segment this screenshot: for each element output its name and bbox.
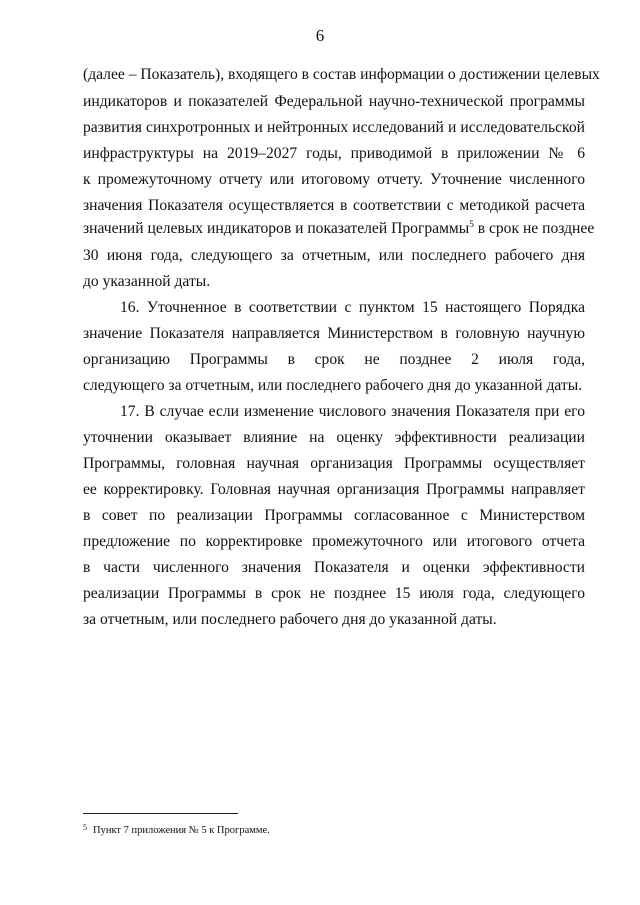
body-line: ее корректировку. Головная научная организация Программы направляет [83,481,585,498]
paragraph-16-first-line: 16. Уточненное в соответствии с пунктом 15 настоящего Порядка [120,299,585,316]
body-line: в части численного значения Показателя и оценки эффективности [83,559,585,576]
body-line: к промежуточному отчету или итоговому отчету. Уточнение численного [83,171,585,188]
body-line: 30 июня года, следующего за отчетным, или последнего рабочего дня [83,247,585,264]
body-line: следующего за отчетным, или последнего рабочего дня до указанной даты. [83,377,583,394]
body-line: организацию Программы в срок не позднее 2 июля года, [83,351,585,368]
footnote-mark: 5 [83,823,87,832]
body-line: значения Показателя осуществляется в соответствии с методикой расчета [83,197,585,214]
body-line: реализации Программы в срок не позднее 15 июля года, следующего [83,585,585,602]
body-line: уточнении оказывает влияние на оценку эффективности реализации [83,429,585,446]
body-line: значение Показателя направляется Министерством в головную научную [83,325,585,342]
body-line: (далее – Показатель), входящего в состав информации о достижении целевых [83,66,600,83]
body-line: предложение по корректировке промежуточного или итогового отчета [83,533,585,550]
body-text: в срок не позднее [477,220,595,237]
body-line: инфраструктуры на 2019–2027 годы, приводимой в приложении № 6 [83,145,585,162]
body-line: до указанной даты. [83,273,211,290]
footnote-separator [83,813,238,814]
body-line-with-footnote [83,219,595,238]
footnote-text: Пункт 7 приложения № 5 к Программе. [93,825,270,836]
body-line: в совет по реализации Программы согласованное с Министерством [83,507,585,524]
paragraph-17-first-line: 17. В случае если изменение числового значения Показателя при его [120,403,585,420]
body-line: развития синхротронных и нейтронных исследований и исследовательской [83,119,585,136]
body-line: Программы, головная научная организация Программы осуществляет [83,455,585,472]
footnote-reference: 5 [469,219,474,229]
page-number: 6 [315,26,325,45]
body-line: за отчетным, или последнего рабочего дня до указанной даты. [83,611,497,628]
body-line: индикаторов и показателей Федеральной научно-технической программы [83,93,585,110]
footnote [83,823,270,836]
body-text: значений целевых индикаторов и показателей Программы [83,220,470,237]
